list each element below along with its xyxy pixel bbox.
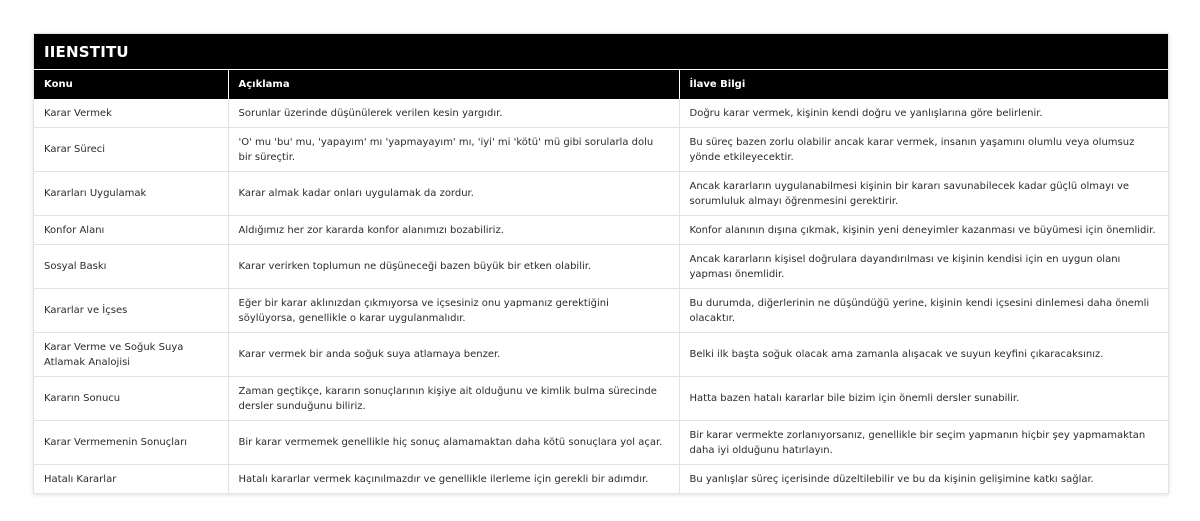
cell-description: 'O' mu 'bu' mu, 'yapayım' mı 'yapmayayım' mı, 'iyi' mi 'kötü' mü gibi sorularla dolu bir süreçtir. xyxy=(228,128,679,172)
cell-extra-info: Doğru karar vermek, kişinin kendi doğru ve yanlışlarına göre belirlenir. xyxy=(679,99,1168,128)
cell-description: Sorunlar üzerinde düşünülerek verilen kesin yargıdır. xyxy=(228,99,679,128)
cell-extra-info: Hatta bazen hatalı kararlar bile bizim için önemli dersler sunabilir. xyxy=(679,377,1168,421)
cell-extra-info: Konfor alanının dışına çıkmak, kişinin yeni deneyimler kazanması ve büyümesi için önemlidir. xyxy=(679,216,1168,245)
cell-extra-info: Belki ilk başta soğuk olacak ama zamanla alışacak ve suyun keyfini çıkaracaksınız. xyxy=(679,333,1168,377)
table-row xyxy=(34,377,1168,421)
cell-extra-info: Bir karar vermekte zorlanıyorsanız, genellikle bir seçim yapmanın hiçbir şey yapmamaktan daha iyi olduğunu hatırlayın. xyxy=(679,421,1168,465)
column-header-ilave-bilgi: İlave Bilgi xyxy=(679,70,1168,100)
cell-description: Karar verirken toplumun ne düşüneceği bazen büyük bir etken olabilir. xyxy=(228,245,679,289)
cell-topic: Kararları Uygulamak xyxy=(34,172,228,216)
info-table xyxy=(34,69,1168,493)
table-row xyxy=(34,216,1168,245)
cell-topic: Sosyal Baskı xyxy=(34,245,228,289)
table-row xyxy=(34,245,1168,289)
cell-extra-info: Bu yanlışlar süreç içerisinde düzeltilebilir ve bu da kişinin gelişimine katkı sağlar. xyxy=(689,473,1094,485)
cell-topic: Karar Süreci xyxy=(34,128,228,172)
cell-topic: Kararlar ve İçses xyxy=(34,289,228,333)
table-row xyxy=(34,128,1168,172)
cell-extra-info: Bu süreç bazen zorlu olabilir ancak karar vermek, insanın yaşamını olumlu veya olumsuz yönde etkileyecektir. xyxy=(679,128,1168,172)
table-row xyxy=(34,333,1168,377)
cell-description: Karar vermek bir anda soğuk suya atlamaya benzer. xyxy=(228,333,679,377)
cell-extra-info: Ancak kararların uygulanabilmesi kişinin bir kararı savunabilecek kadar güçlü olmayı ve sorumluluk almayı öğrenmesini gerektirir. xyxy=(679,172,1168,216)
cell-description: Zaman geçtikçe, kararın sonuçlarının kişiye ait olduğunu ve kimlik bulma sürecinde dersler sunduğunu biliriz. xyxy=(228,377,679,421)
brand-title: IIENSTITU xyxy=(34,34,1168,69)
info-table-card xyxy=(33,33,1169,494)
cell-extra-info: Ancak kararların kişisel doğrulara dayandırılması ve kişinin kendisi için en uygun olanı yapması önemlidir. xyxy=(679,245,1168,289)
table-row xyxy=(34,421,1168,465)
table-row xyxy=(34,289,1168,333)
table-row xyxy=(34,172,1168,216)
cell-description: Karar almak kadar onları uygulamak da zordur. xyxy=(228,172,679,216)
column-header-aciklama: Açıklama xyxy=(228,70,679,100)
cell-topic: Karar Vermemenin Sonuçları xyxy=(34,421,228,465)
table-row xyxy=(34,99,1168,128)
cell-description: Eğer bir karar aklınızdan çıkmıyorsa ve içsesiniz onu yapmanız gerektiğini söylüyorsa, genellikle o karar uygulanmalıdır. xyxy=(228,289,679,333)
column-header-konu: Konu xyxy=(34,70,228,100)
cell-topic: Karar Vermek xyxy=(34,99,228,128)
table-row xyxy=(34,465,1168,494)
cell-description: Bir karar vermemek genellikle hiç sonuç alamamaktan daha kötü sonuçlara yol açar. xyxy=(228,421,679,465)
cell-topic: Hatalı Kararlar xyxy=(34,465,228,494)
cell-extra-info: Bu durumda, diğerlerinin ne düşündüğü yerine, kişinin kendi içsesini dinlemesi daha önemli olacaktır. xyxy=(679,289,1168,333)
cell-description: Aldığımız her zor kararda konfor alanımızı bozabiliriz. xyxy=(228,216,679,245)
cell-topic: Kararın Sonucu xyxy=(34,377,228,421)
table-header-row xyxy=(34,70,1168,100)
cell-topic: Konfor Alanı xyxy=(34,216,228,245)
cell-topic: Karar Verme ve Soğuk Suya Atlamak Analojisi xyxy=(34,333,228,377)
cell-description: Hatalı kararlar vermek kaçınılmazdır ve genellikle ilerleme için gerekli bir adımdır. xyxy=(228,465,679,494)
